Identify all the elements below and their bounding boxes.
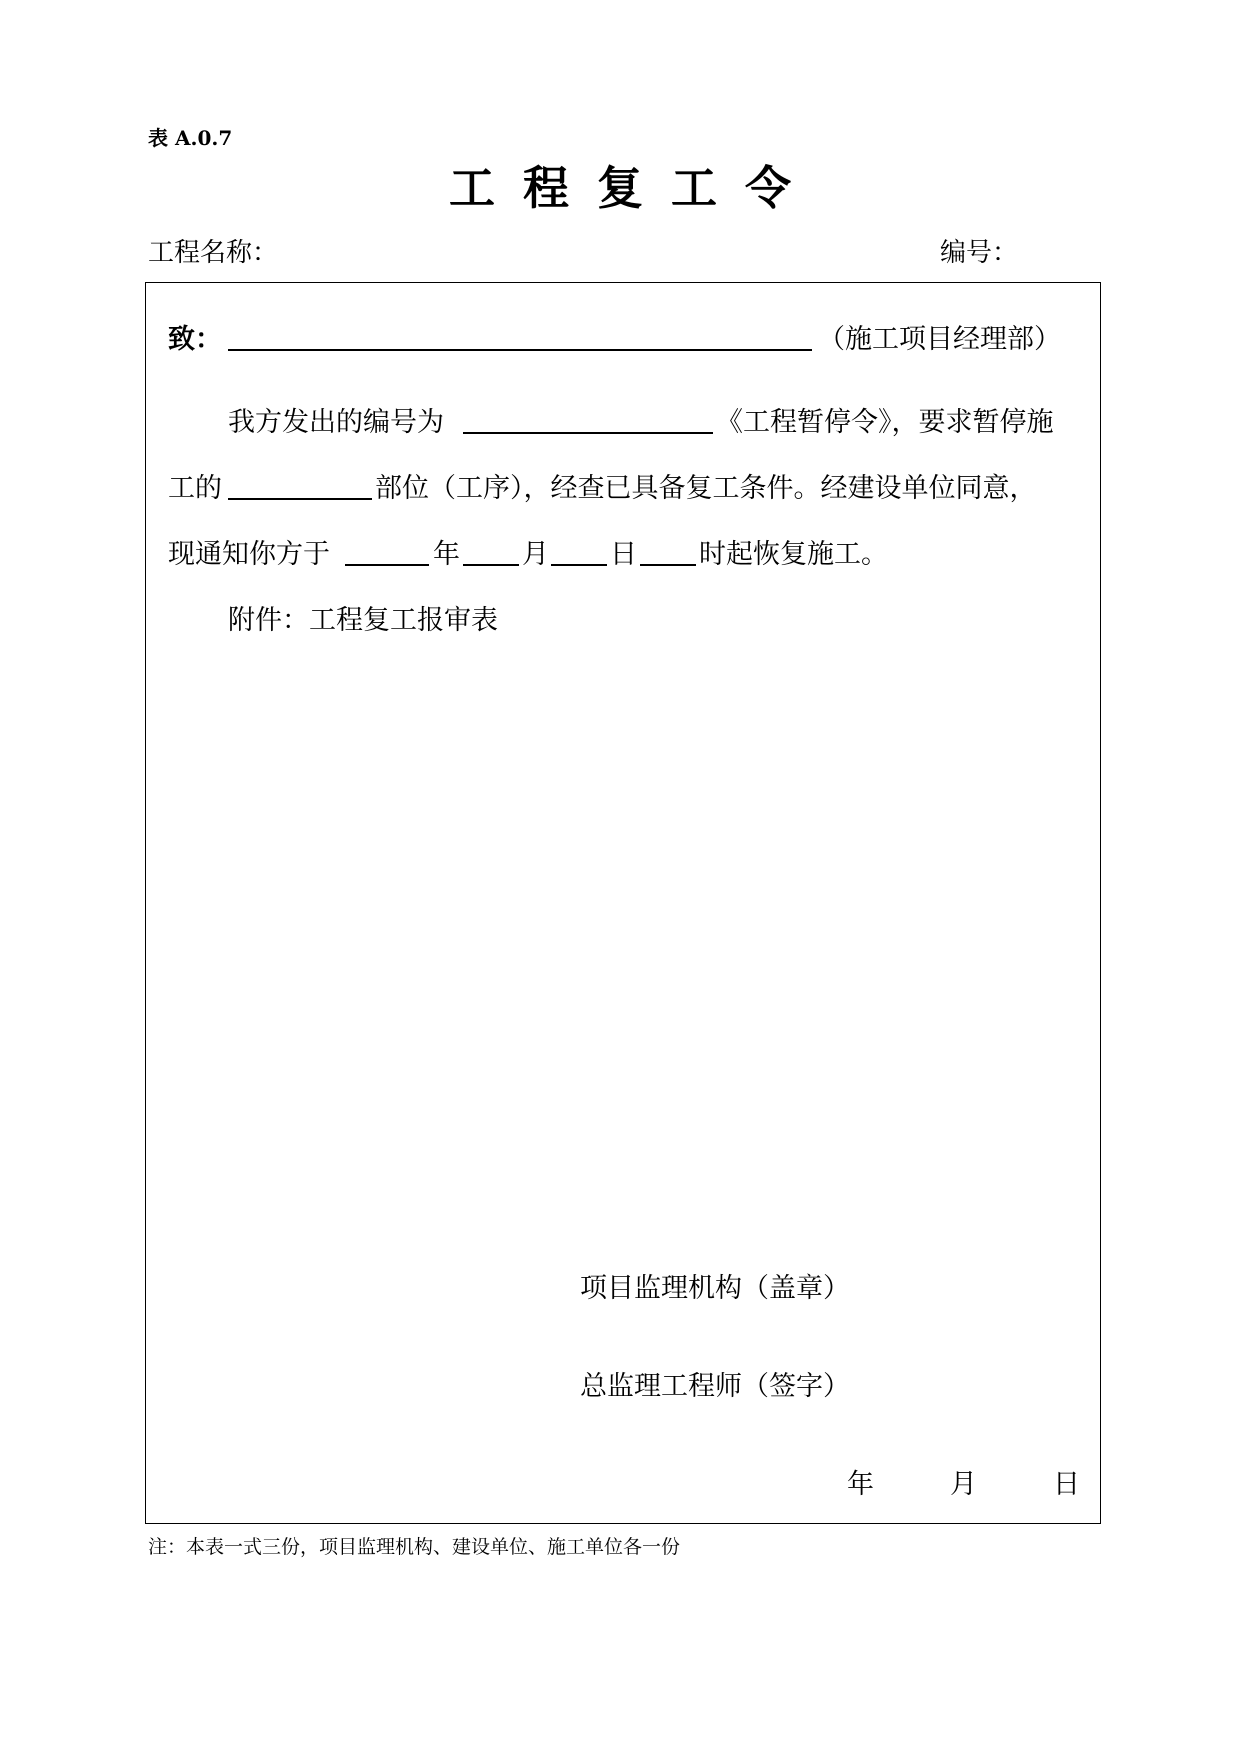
date-year: 年 (847, 1469, 874, 1500)
date-month: 月 (950, 1469, 977, 1500)
supervision-org-seal: 项目监理机构（盖章） (580, 1273, 850, 1304)
paragraph-line1-part1: 我方发出的编号为 (228, 407, 444, 438)
to-label: 致： (168, 324, 222, 355)
recipient-blank[interactable] (228, 349, 812, 351)
chief-engineer-signature: 总监理工程师（签字） (580, 1371, 850, 1402)
work-part-blank[interactable] (228, 498, 372, 500)
paragraph-line3-part2: 时起恢复施工。 (699, 539, 888, 570)
resume-hour-blank[interactable] (640, 564, 696, 566)
date-day: 日 (1053, 1469, 1080, 1500)
form-code: 表 A.0.7 (148, 126, 233, 150)
serial-number-label: 编号： (940, 238, 1019, 268)
paragraph-line3-part1: 现通知你方于 (168, 539, 330, 570)
paragraph-line1-part2: 《工程暂停令》，要求暂停施 (716, 407, 1054, 438)
resume-year-label: 年 (433, 539, 460, 570)
resume-month-blank[interactable] (463, 564, 519, 566)
resume-day-label: 日 (610, 539, 637, 570)
resume-day-blank[interactable] (551, 564, 607, 566)
to-suffix: （施工项目经理部） (818, 324, 1061, 355)
stop-order-number-blank[interactable] (463, 432, 713, 434)
document-title: 工程复工令 (449, 161, 819, 215)
paragraph-line2-part1: 工的 (168, 473, 222, 504)
attachment-line: 附件：工程复工报审表 (228, 605, 498, 636)
resume-year-blank[interactable] (345, 564, 429, 566)
paragraph-line2-part2: 部位（工序），经查已具备复工条件。经建设单位同意， (375, 473, 1037, 504)
project-name-label: 工程名称： (148, 238, 279, 268)
footer-note: 注：本表一式三份，项目监理机构、建设单位、施工单位各一份 (148, 1536, 681, 1558)
resume-month-label: 月 (522, 539, 549, 570)
